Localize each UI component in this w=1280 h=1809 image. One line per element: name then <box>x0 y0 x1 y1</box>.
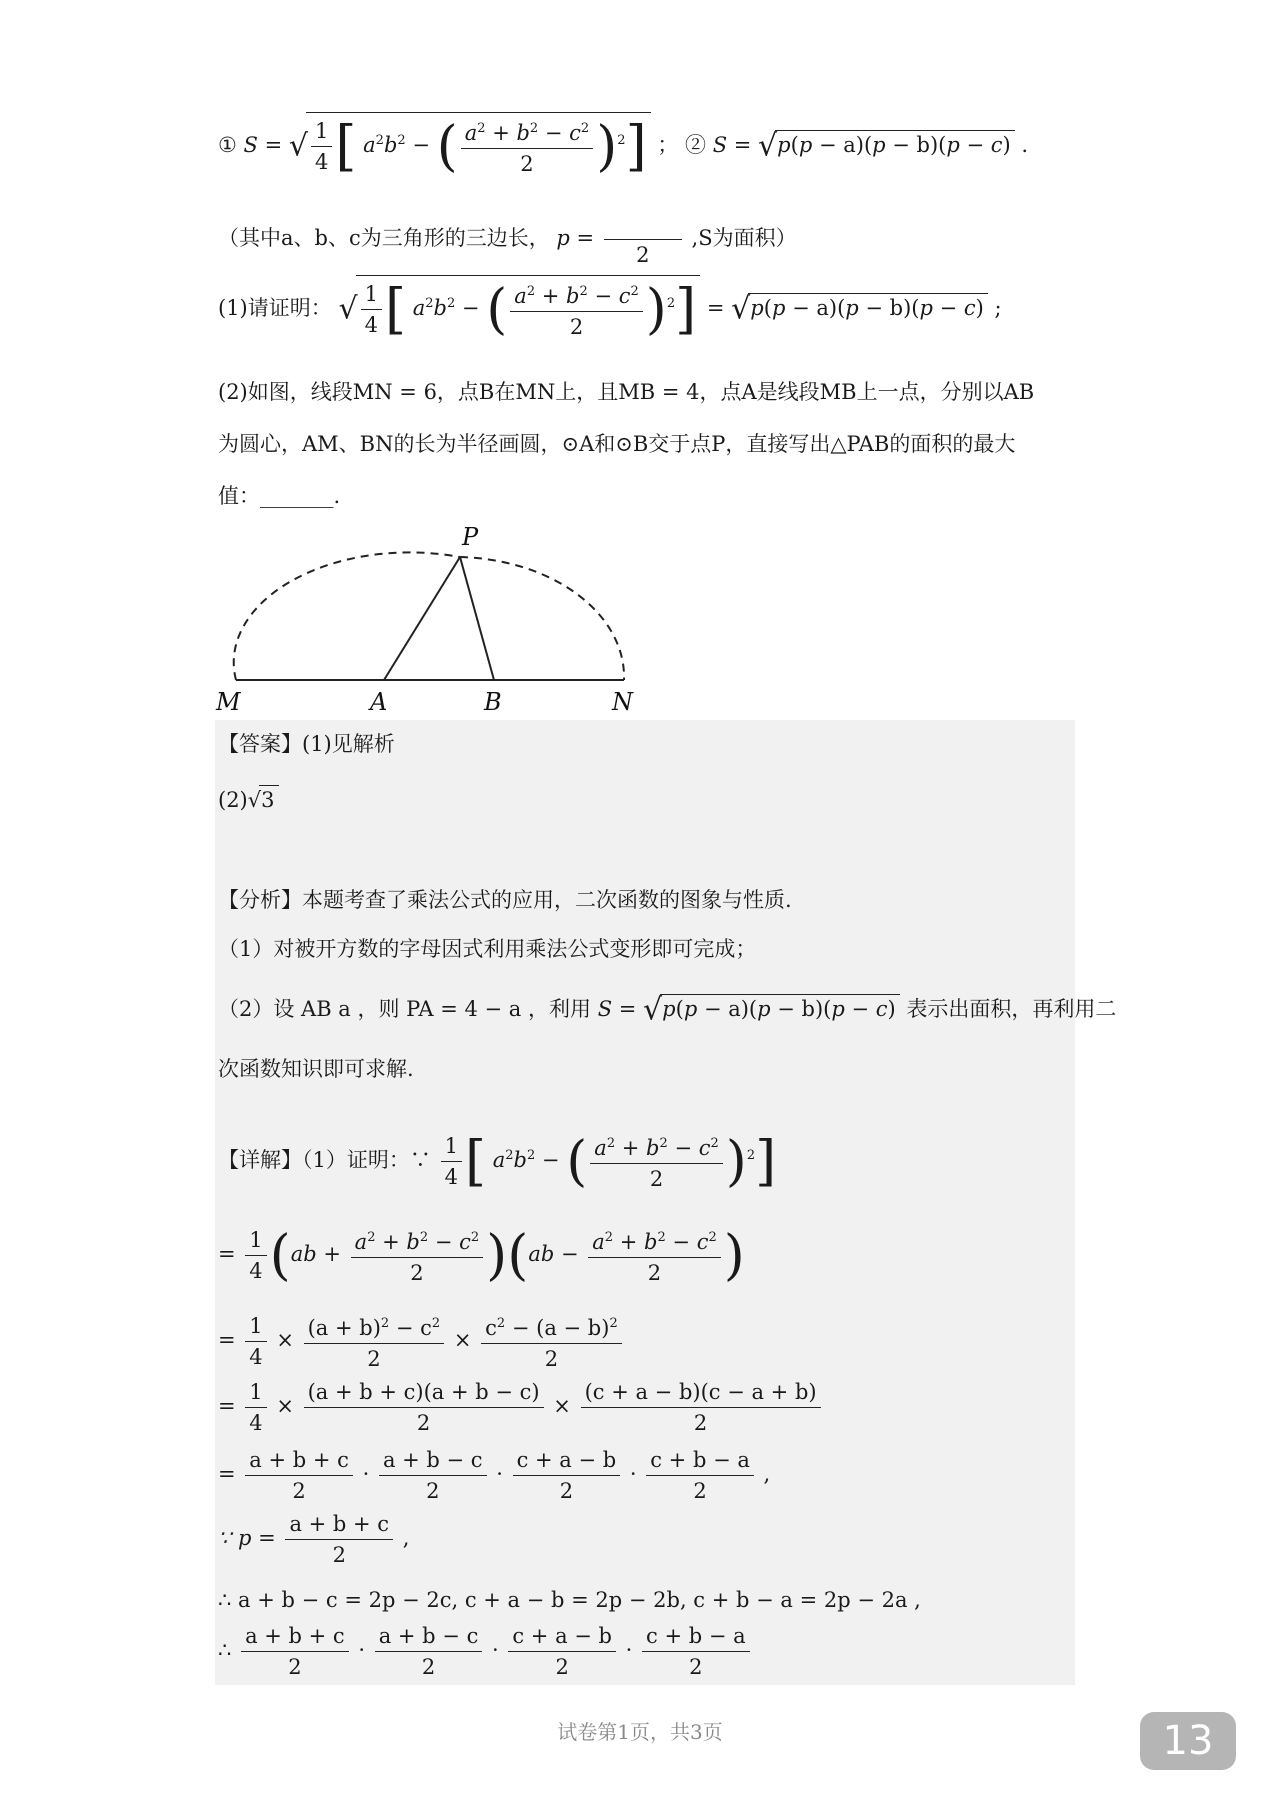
label-N: N <box>612 688 633 716</box>
step-therefore: ∴ $\frac{a + b + c}{2}$ · $\frac{a + b - c}{2}$ · $\frac{c + a - b}{2}$ · $\frac{c + b - a}{2}$ <box>218 1624 753 1679</box>
answer-line2: (2)√3 <box>218 785 279 814</box>
part2-line2: 为圆心，AM、BN的长为半径画圆，⊙A和⊙B交于点P，直接写出△PAB的面积的最大 <box>218 432 1016 456</box>
label-B: B <box>484 688 502 716</box>
part1-line: (1)请证明： √ $\frac{1}{4}$ [ $a^2b^2$ − ( $\frac{a^2 + b^2 - c^2}{2}$ )$^2$] = √p(p − a)(p − b)(p − c) ; <box>218 275 1002 339</box>
formula-line: ① S = √ $\frac{1}{4}$ [ $a^2b^2$ − ( $\frac{a^2 + b^2 - c^2}{2}$ )$^2$] ； ② S = √p(p − a)(p − b)(p − c) . <box>218 112 1028 176</box>
step-1: = $\frac{1}{4}$ (ab + $\frac{a^2 + b^2 - c^2}{2}$ )(ab − $\frac{a^2 + b^2 - c^2}{2}$ ) <box>218 1223 745 1287</box>
part2-line1: (2)如图，线段MN = 6，点B在MN上，且MB = 4，点A是线段MB上一点，分别以AB <box>218 380 1035 404</box>
step-2: = $\frac{1}{4}$ × $\frac{(a + b)^2 - c^2}{2}$ × $\frac{c^2 - (a - b)^2}{2}$ <box>218 1312 625 1371</box>
circle-A-arc <box>234 552 460 680</box>
answer-line1: 【答案】(1)见解析 <box>218 732 395 756</box>
formula1-label: ① <box>218 133 237 157</box>
page-footer: 试卷第1页，共3页 <box>557 1720 723 1744</box>
note-line: （其中a、b、c为三角形的三边长， p = 2 ,S为面积） <box>218 212 797 267</box>
analysis-title: 【分析】本题考查了乘法公式的应用，二次函数的图象与性质. <box>218 888 792 912</box>
step-4: = $\frac{a + b + c}{2}$ · $\frac{a + b - c}{2}$ · $\frac{c + a - b}{2}$ · $\frac{c + b - a}{2}$ , <box>218 1448 771 1503</box>
geometry-figure <box>210 515 650 720</box>
page-number-badge[interactable]: 13 <box>1140 1712 1236 1770</box>
analysis-2-cont: 次函数知识即可求解. <box>218 1057 414 1081</box>
label-A: A <box>370 688 388 716</box>
part2-line3: 值：_______. <box>218 484 341 508</box>
formula2-label: ② <box>685 133 707 157</box>
label-M: M <box>216 688 241 716</box>
analysis-1: （1）对被开方数的字母因式利用乘法公式变形即可完成； <box>218 937 757 961</box>
segment-PA <box>384 557 460 680</box>
step-p: ∵ p = $\frac{a + b + c}{2}$ , <box>218 1512 410 1567</box>
detail-title: 【详解】（1）证明：∵ $\frac{1}{4}$ [ $a^2b^2$ − ( $\frac{a^2 + b^2 - c^2}{2}$ )$^2$] <box>218 1129 777 1193</box>
label-P: P <box>462 523 479 551</box>
circle-B-arc <box>460 557 624 680</box>
step-relations: ∴ a + b − c = 2p − 2c, c + a − b = 2p − 2b, c + b − a = 2p − 2a , <box>218 1588 921 1612</box>
segment-PB <box>460 557 494 680</box>
step-3: = $\frac{1}{4}$ × $\frac{(a + b + c)(a + b - c)}{2}$ × $\frac{(c + a - b)(c - a + b)}{2}$ <box>218 1380 824 1435</box>
analysis-2: （2）设 AB a ，则 PA = 4 − a ，利用 S = √p(p − a)(p − b)(p − c) 表示出面积，再利用二 <box>218 992 1117 1028</box>
